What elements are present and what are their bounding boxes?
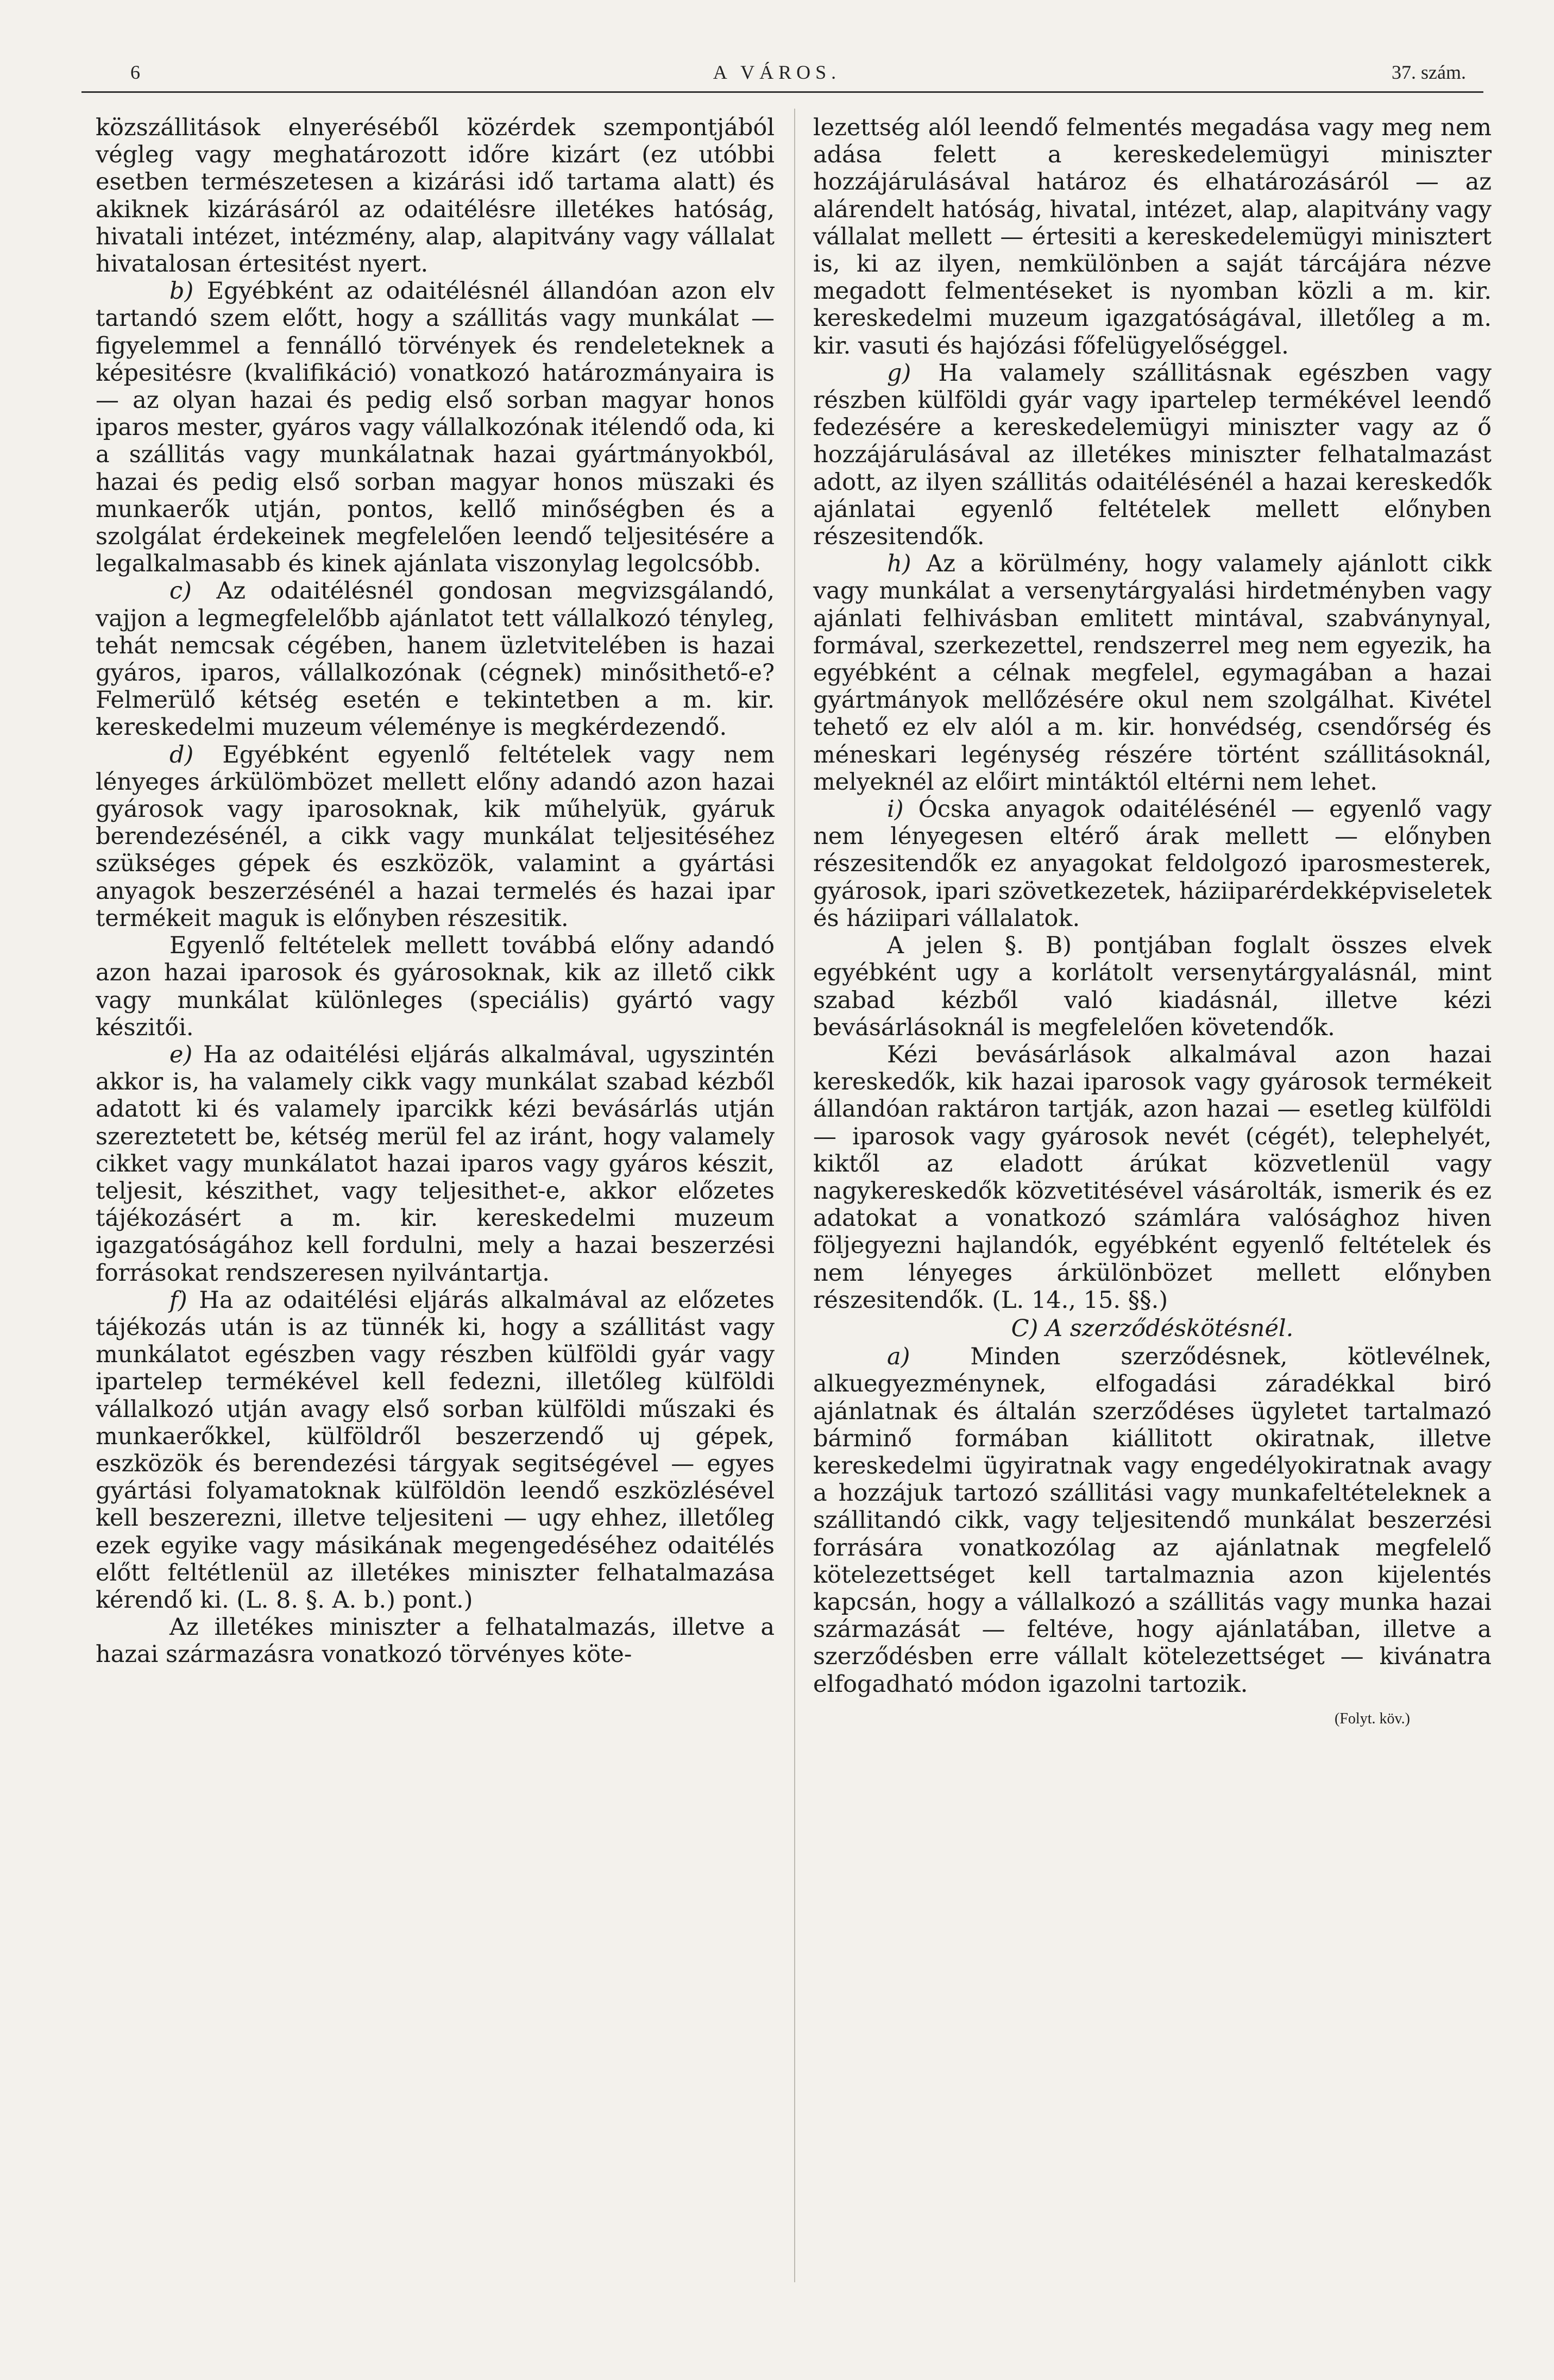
paragraph-text: lezettség alól leendő felmentés megadása vagy meg nem adása felett a kereskedelemügyi miniszter hozzájárulásával határoz és elhatározásáról — az alárendelt hatóság, hivatal, intézet, alap, alapitvány vagy vállalat mellett — értesiti a kereskedelemügyi minisztert is, ki az ilyen, nemkülönben a saját tárcájára nézve megadott felmentéseket is nyomban közli a m. kir. kereskedelmi muzeum igazgatóságával, illetőleg a m. kir. vasuti és hajózási főfelügyelőséggel. [813,114,1492,360]
paragraph-text: Az illetékes miniszter a felhatalmazás, illetve a hazai származásra vonatkozó törvényes köte- [96,1614,775,1668]
paragraph-text: Egyébként az odaitélésnél állandóan azon elv tartandó szem előtt, hogy a szállitás vagy munkálat — figyelemmel a fennálló törvények és rendeleteknek a képesitésre (kvalifikáció) vonatkozó határozmányaira is — az olyan hazai és pedig első sorban magyar honos iparos mester, gyáros vagy vállalkozónak itélendő oda, ki a szállitás vagy munkálatnak hazai gyártmányokból, hazai és pedig első sorban magyar honos müszaki és munkaerők utján, pontos, kellő minőségben és a szolgálat érdekeinek megfelelően leendő teljesitésére a legalkalmasabb és kinek ajánlata viszonylag legolcsóbb. [96,278,775,578]
page-header [81,61,1473,99]
paragraph [813,360,1492,550]
issue-number: 37. szám. [1392,61,1466,83]
paragraph [813,796,1492,932]
paragraph-text: Ha valamely szállitásnak egészben vagy részben külföldi gyár vagy ipartelep termékével leendő fedezésére a kereskedelemügyi miniszter vagy az ő hozzájárulásával az illetékes miniszter felhatalmazást adott, az ilyen szállitás odaitélésénél a hazai kereskedők ajánlatai egyenlő feltételek mellett előnyben részesitendők. [813,359,1492,551]
paragraph [813,550,1492,796]
paragraph-text: Minden szerződésnek, kötlevélnek, alkuegyezménynek, elfogadási záradékkal biró ajánlatnak és általán szerződéses ügyletet tartalmazó bárminő formában kiállitott okiratnak, illetve kereskedelmi ügyiratnak vagy engedélyokiratnak avagy a hozzájuk tartozó szállitási vagy munkafeltételeknek a szállitandó cikk, vagy teljesitendő munkálat beszerzési forrására vonatkozólag az ajánlatnak megfelelő kötelezettséget kell tartalmaznia azon kijelentés kapcsán, hogy a vállalkozó a szállitás vagy munka hazai származását — feltéve, hogy ajánlatában, illetve a szerződésben erre vállalt kötelezettséget — kivánatra elfogadható módon igazolni tartozik. [813,1343,1492,1698]
paragraph [96,577,775,741]
paragraph [96,1041,775,1287]
left-column [96,114,775,2299]
paragraph [96,278,775,577]
paragraph-text: Egyenlő feltételek mellett továbbá előny adandó azon hazai iparosok és gyárosoknak, kik az illető cikk vagy munkálat különleges (speciális) gyártó vagy készitői. [96,932,775,1041]
paragraph-text: Az a körülmény, hogy valamely ajánlott cikk vagy munkálat a versenytárgyalási hirdetményben vagy ajánlati felhivásban emlitett mintával, szabványnyal, formával, szerkezettel, rendszerrel meg nem egyezik, ha egyébként a célnak megfelel, egymagában a hazai gyártmányok mellőzésére okul nem szolgálhat. Kivétel tehető ez elv alól a m. kir. honvédség, csendőrség és méneskari legénység részére történt szállitásoknál, melyeknél az előirt mintáktól eltérni nem lehet. [813,550,1492,796]
continuation-note: (Folyt. köv.) [1335,1710,1410,1727]
paragraph-text: Ha az odaitélési eljárás alkalmával, ugyszintén akkor is, ha valamely cikk vagy munkálat szabad kézből adatott ki és valamely iparcikk kézi bevásárlás utján szereztetett be, kétség merül fel az iránt, hogy valamely cikket vagy munkálatot hazai iparos vagy gyáros készit, teljesit, készithet, vagy teljesithet-e, akkor előzetes tájékozásért a m. kir. kereskedelmi muzeum igazgatóságához kell fordulni, mely a hazai beszerzési forrásokat rendszeresen nyilvántartja. [96,1041,775,1287]
paragraph-label: e) [169,1041,193,1068]
paragraph-text: közszállitások elnyeréséből közérdek szempontjából végleg vagy meghatározott időre kizárt (ez utóbbi esetben természetesen a kizárási idő tartama alatt) és akiknek kizárásáról az odaitélésre illetékes hatóság, hivatali intézet, intézmény, alap, alapitvány vagy vállalat hivatalosan értesitést nyert. [96,114,775,278]
right-column [813,114,1492,2299]
journal-title: A VÁROS. [713,61,841,83]
paragraph-text: Az odaitélésnél gondosan megvizsgálandó, vajjon a legmegfelelőbb ajánlatot tett vállalkozó tényleg, tehát nemcsak cégében, hanem üzletvitelében is hazai gyáros, iparos, vállalkozónak (cégnek) minősithető-e? Felmerülő kétség esetén e tekintetben a m. kir. kereskedelmi muzeum véleménye is megkérdezendő. [96,577,775,741]
page-number: 6 [130,61,140,83]
paragraph-label: c) [169,577,192,605]
column-separator [794,109,795,2282]
paragraph-text: Ócska anyagok odaitélésénél — egyenlő vagy nem lényegesen eltérő árak mellett — előnyben részesitendők ez anyagokat feldolgozó iparosmesterek, gyárosok, ipari szövetkezetek, háziiparérdekképviseletek és háziipari vállalatok. [813,796,1492,932]
paragraph-label: d) [169,741,194,769]
paragraph-text: A jelen §. B) pontjában foglalt összes elvek egyébként ugy a korlátolt versenytárgyalásnál, mint szabad kézből való kiadásnál, illetve kézi bevásárlásoknál is megfelelően követendők. [813,932,1492,1041]
paragraph-label: a) [887,1343,910,1371]
paragraph [96,114,775,278]
paragraph-label: f) [169,1286,187,1314]
paragraph [813,1343,1492,1698]
paragraph-label: h) [887,550,911,578]
paragraph [813,114,1492,360]
paragraph [813,1041,1492,1314]
paragraph [96,741,775,932]
paragraph-text: Egyébként egyenlő feltételek vagy nem lényeges árkülömbözet mellett előny adandó azon hazai gyárosok vagy iparosoknak, kik műhelyük, gyáruk berendezésénél, a cikk vagy munkálat teljesitéséhez szükséges gépek és eszközök, valamint a gyártási anyagok beszerzésénél a hazai termelés és hazai ipar termékeit maguk is előnyben részesitik. [96,741,775,932]
section-heading: C) A szerződéskötésnél. [1011,1314,1294,1342]
paragraph [96,932,775,1041]
paragraph-label: g) [887,359,911,387]
paragraph [813,932,1492,1041]
paragraph-label: i) [887,796,904,823]
paragraph-text: Ha az odaitélési eljárás alkalmával az előzetes tájékozás után is az tünnék ki, hogy a szállitást vagy munkálatot egészben vagy részben külföldi gyár vagy ipartelep termékével kell fedezni, illetőleg külföldi vállalkozó utján avagy első sorban külföldi műszaki és munkaerőkkel, külföldről beszerzendő uj gépek, eszközök és berendezési tárgyak segitségével — egyes gyártási folyamatoknak külföldön leendő eszközlésével kell beszerezni, illetve teljesiteni — ugy ehhez, illetőleg ezek egyike vagy másikának megengedéséhez odaitélés előtt feltétlenül az illetékes miniszter felhatalmazása kérendő ki. (L. 8. §. A. b.) pont.) [96,1286,775,1614]
paragraph [96,1287,775,1614]
paragraph-label: b) [169,278,194,305]
paragraph [96,1614,775,1668]
header-rule [81,91,1483,93]
paragraph-text: Kézi bevásárlások alkalmával azon hazai kereskedők, kik hazai iparosok vagy gyárosok termékeit állandóan raktáron tartják, azon hazai — esetleg külföldi — iparosok vagy gyárosok nevét (cégét), telephelyét, kiktől az eladott árúkat közvetlenül vagy nagykereskedők közvetitésével vásárolták, ismerik és ez adatokat a vonatkozó számlára valósághoz hiven följegyezni hajlandók, egyébként egyenlő feltételek és nem lényeges árkülönbözet mellett előnyben részesitendők. (L. 14., 15. §§.) [813,1041,1492,1314]
